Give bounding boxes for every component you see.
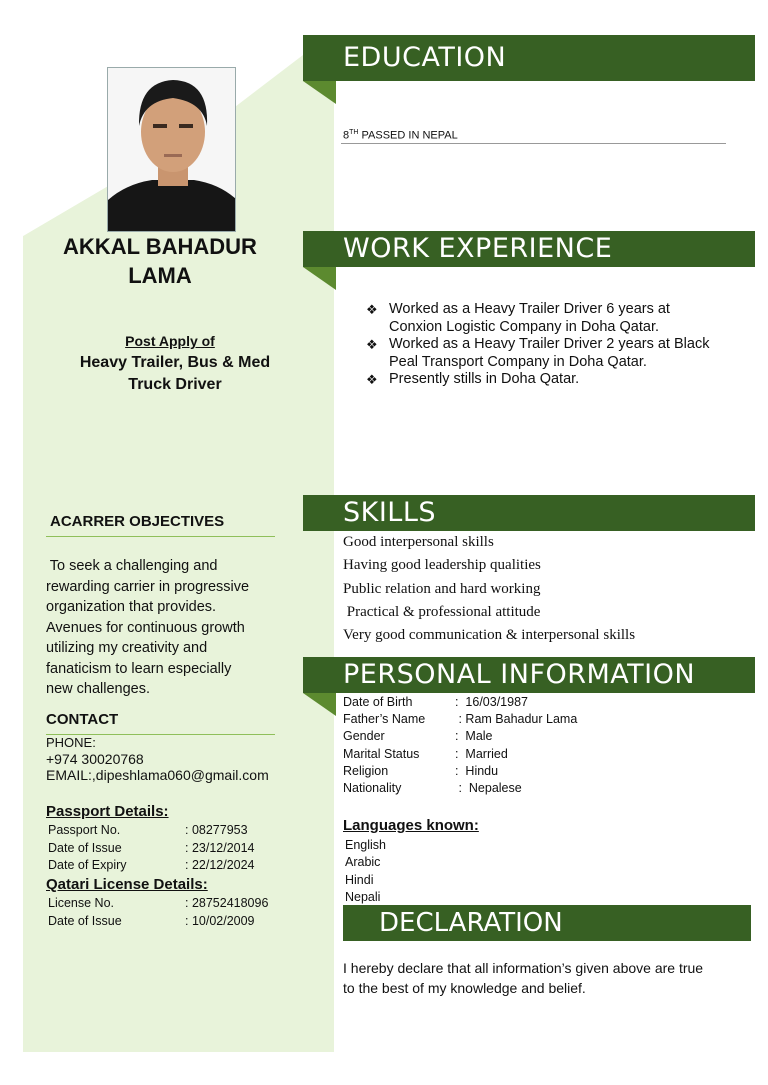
education-entry [343,129,458,142]
name-line: AKKAL BAHADUR [63,234,257,259]
detail-row [343,694,577,711]
detail-row [343,711,577,728]
objectives-line: new challenges. [46,681,150,697]
personal-details [343,694,577,797]
objectives-heading: ACARRER OBJECTIVES [50,513,225,530]
education-rule [341,143,726,144]
education-banner: EDUCATION [303,35,755,81]
list-item: Practical & professional attitude [343,603,541,620]
detail-key: Passport No. [48,823,121,837]
objectives-line: Avenues for continuous growth [46,619,245,636]
detail-value: : Ram Bahadur Lama [455,712,578,727]
work-experience-list [366,301,736,389]
objectives-text [46,556,278,700]
bullet-icon: ❖ [366,372,378,387]
name-line: LAMA [128,263,192,288]
detail-key: Gender [343,729,385,744]
detail-row [343,728,577,745]
detail-value: : 16/03/1987 [455,695,528,709]
detail-row [343,780,577,797]
detail-row [48,840,255,858]
detail-value: : 23/12/2014 [185,840,255,855]
list-item [366,336,736,371]
list-item: Hindi [345,872,374,887]
education-text: PASSED IN NEPAL [358,129,458,142]
contact-heading: CONTACT [46,711,119,728]
detail-value: : Nepalese [455,781,522,796]
work-banner-fold [303,267,336,290]
list-item [366,301,736,336]
detail-row [343,763,577,780]
list-item: Very good communication & interpersonal skills [343,627,636,644]
detail-value: : 10/02/2009 [185,913,255,928]
detail-key: Date of Issue [48,913,122,928]
list-item: Good interpersonal skills [343,534,494,550]
list-item: Having good leadership qualities [343,557,541,574]
education-ordinal-suffix: TH [349,129,359,136]
declaration-banner: DECLARATION [343,905,751,941]
detail-row [48,895,268,913]
post-apply-title [60,352,290,396]
detail-value: : 28752418096 [185,896,269,910]
work-experience-banner: WORK EXPERIENCE [303,231,755,267]
license-details [48,895,268,930]
email-address: EMAIL:,dipeshlama060@gmail.com [46,767,269,783]
passport-details [48,822,255,875]
list-item: Arabic [345,855,381,870]
declaration-line: to the best of my knowledge and belief. [343,980,586,996]
languages-heading: Languages known: [343,817,479,834]
detail-row [343,746,577,763]
post-apply-label: Post Apply of [125,333,215,349]
profile-photo [107,67,236,232]
detail-key: Nationality [343,781,402,796]
detail-value: : Married [455,746,508,761]
detail-row [48,822,255,840]
detail-value: : Male [455,729,493,744]
bullet-icon: ❖ [366,337,378,352]
detail-key: Date of Issue [48,840,122,855]
declaration-text [343,958,733,998]
passport-heading: Passport Details: [46,803,169,820]
detail-key: License No. [48,896,115,910]
objectives-line: fanaticism to learn especially [46,660,232,677]
detail-key: Marital Status [343,746,420,761]
bullet-icon: ❖ [366,302,378,317]
license-heading: Qatari License Details: [46,876,208,893]
objectives-rule [46,536,275,537]
personal-banner-fold [303,693,336,716]
work-line: Peal Transport Company in Doha Qatar. [389,353,647,370]
detail-key: Religion [343,763,389,778]
languages-list [345,837,386,906]
detail-key: Father’s Name [343,712,426,727]
detail-key: Date of Expiry [48,858,127,872]
objectives-line: utilizing my creativity and [46,640,208,656]
work-line: Worked as a Heavy Trailer Driver 6 years at [389,301,670,317]
detail-key: Date of Birth [343,695,413,709]
phone-label: PHONE: [46,735,96,750]
declaration-line: I hereby declare that all information’s given above are true [343,960,704,976]
education-banner-fold [303,81,336,104]
list-item: English [345,838,386,852]
list-item [366,371,736,389]
detail-row [48,857,255,875]
work-line: Conxion Logistic Company in Doha Qatar. [389,318,660,335]
education-ordinal: 8 [343,129,350,142]
detail-value: : Hindu [455,763,499,778]
objectives-line: rewarding carrier in progressive [46,578,250,595]
objectives-line: To seek a challenging and [46,558,218,574]
contact-details [46,735,269,783]
detail-value: : 22/12/2024 [185,858,255,872]
candidate-name [40,232,280,290]
phone-number: +974 30020768 [46,751,144,767]
work-line: Worked as a Heavy Trailer Driver 2 years at Black [389,336,710,352]
skills-list [343,531,635,647]
list-item: Public relation and hard working [343,580,541,597]
post-title-line: Truck Driver [128,376,222,393]
work-line: Presently stills in Doha Qatar. [389,371,580,387]
skills-banner: SKILLS [303,495,755,531]
detail-value: : 08277953 [185,823,248,837]
objectives-line: organization that provides. [46,599,217,615]
personal-information-banner: PERSONAL INFORMATION [303,657,755,693]
post-title-line: Heavy Trailer, Bus & Med [79,354,271,371]
detail-row [48,913,268,931]
list-item: Nepali [345,889,381,904]
